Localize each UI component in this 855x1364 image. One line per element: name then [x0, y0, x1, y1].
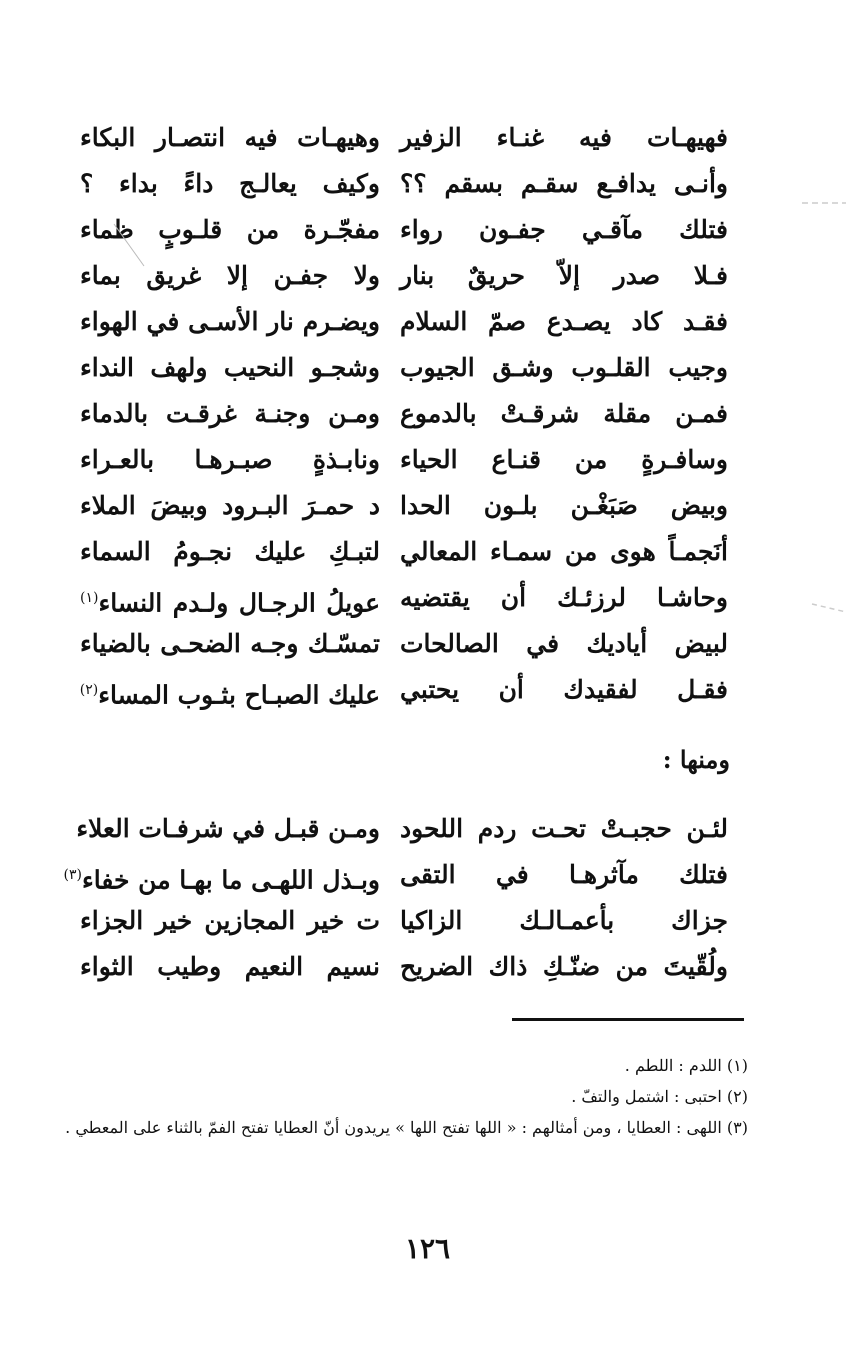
verse-first-hemistich: وبيض صَبَغْـن بلـون الحدا	[400, 491, 728, 520]
verse	[0, 806, 855, 852]
verse-second-hemistich	[63, 852, 380, 898]
verse	[0, 299, 855, 345]
footnote: (٢) احتبى : اشتمل والتفّ .	[571, 1087, 748, 1106]
verse-first-hemistich: وأنـى يدافـع سقـم بسقم ؟؟	[400, 169, 728, 198]
verse-second-hemistich	[80, 667, 380, 713]
section-label: ومنها :	[662, 745, 730, 774]
verse-first-hemistich: فهيهـات فيه غنـاء الزفير	[400, 123, 728, 152]
verse-first-hemistich: وسافـرةٍ من قنـاع الحياء	[400, 445, 728, 474]
scan-artifact-mark	[110, 222, 150, 272]
verse-first-hemistich: أنَجمـاً هوى من سمـاء المعالي	[400, 537, 728, 566]
verse-first-hemistich: فـلا صدر إلاّ حريقٌ بنار	[400, 261, 728, 290]
verse-first-hemistich: وحاشـا لرزئـك أن يقتضيه	[400, 583, 728, 612]
footnote-marker: (٢)	[79, 682, 99, 698]
footnote-marker: (٣)	[63, 867, 82, 883]
verse-second-hemistich: وشجـو النحيب ولهف النداء	[80, 353, 380, 382]
verse-second-hemistich	[80, 575, 380, 621]
verse-second-hemistich: وكيف يعالـج داءً بداء ؟	[80, 169, 380, 198]
verse-second-hemistich: لتبـكِ عليك نجـومُ السماء	[80, 537, 380, 566]
verse	[0, 115, 855, 161]
verse-first-hemistich: ولُقّيتَ من ضنّـكِ ذاك الضريح	[400, 952, 728, 981]
verse-second-hemistich: ت خير المجازين خير الجزاء	[80, 906, 380, 935]
verse-second-hemistich: نسيم النعيم وطيب الثواء	[80, 952, 380, 981]
verse	[0, 621, 855, 667]
verse-first-hemistich: فقـل لفقيدك أن يحتبي	[400, 675, 728, 704]
verse-second-hemistich: ونابـذةٍ صبـرهـا بالعـراء	[80, 445, 380, 474]
verse	[0, 437, 855, 483]
verse	[0, 161, 855, 207]
verse-second-hemistich: ويضـرم نار الأسـى في الهواء	[80, 307, 380, 336]
verse	[0, 944, 855, 990]
scan-artifact-mark	[800, 196, 850, 210]
footnote: (٣) اللهى : العطايا ، ومن أمثالهم : « اللها تفتح اللها » يريدون أنّ العطايا تفتح الفمّ بالثناء على المعطي .	[65, 1118, 748, 1137]
footnote-marker: (١)	[80, 590, 99, 606]
verse	[0, 575, 855, 621]
verse-second-hemistich: ومـن وجنـة غرقـت بالدماء	[80, 399, 380, 428]
verse	[0, 483, 855, 529]
page-number: ١٢٦	[404, 1232, 451, 1265]
verse-first-hemistich: جزاك بأعمـالـك الزاكيا	[400, 906, 728, 935]
verse-text: عليك الصبـاح بثـوب المساء	[98, 680, 380, 710]
verse	[0, 852, 855, 898]
scan-artifact-mark	[810, 600, 850, 616]
verse-text: عويلُ الرجـال ولـدم النساء	[98, 588, 380, 618]
verse	[0, 667, 855, 713]
footnote: (١) اللدم : اللطم .	[624, 1056, 748, 1075]
verse-second-hemistich: مفجّـرة من قلـوبٍ ظماء	[80, 215, 380, 244]
verse-second-hemistich: تمسّـك وجـه الضحـى بالضياء	[80, 629, 380, 658]
verse-second-hemistich: وهيهـات فيه انتصـار البكاء	[80, 123, 380, 152]
verse-first-hemistich: فتلك مآقـي جفـون رواء	[400, 215, 728, 244]
verse	[0, 898, 855, 944]
verse-first-hemistich: فمـن مقلة شرقـتْ بالدموع	[400, 399, 728, 428]
verse-text: وبـذل اللهـى ما بهـا من خفاء	[81, 865, 380, 895]
verse-first-hemistich: لئـن حجبـتْ تحـت ردم اللحود	[400, 814, 728, 843]
verse-second-hemistich: ولا جفـن إلا غريق بماء	[80, 261, 380, 290]
verse-first-hemistich: فتلك مآثرهـا في التقى	[400, 860, 728, 889]
verse-first-hemistich: فقـد كاد يصـدع صمّ السلام	[400, 307, 728, 336]
verse-second-hemistich: د حمـرَ البـرود وبيضَ الملاء	[80, 491, 380, 520]
verse-first-hemistich: وجيب القلـوب وشـق الجيوب	[400, 353, 728, 382]
verse	[0, 391, 855, 437]
verse	[0, 529, 855, 575]
footnote-separator	[512, 1018, 744, 1021]
verse-second-hemistich: ومـن قبـل في شرفـات العلاء	[76, 814, 380, 843]
footnotes	[40, 1050, 748, 1143]
verse-first-hemistich: لبيض أياديك في الصالحات	[400, 629, 728, 658]
verse	[0, 345, 855, 391]
